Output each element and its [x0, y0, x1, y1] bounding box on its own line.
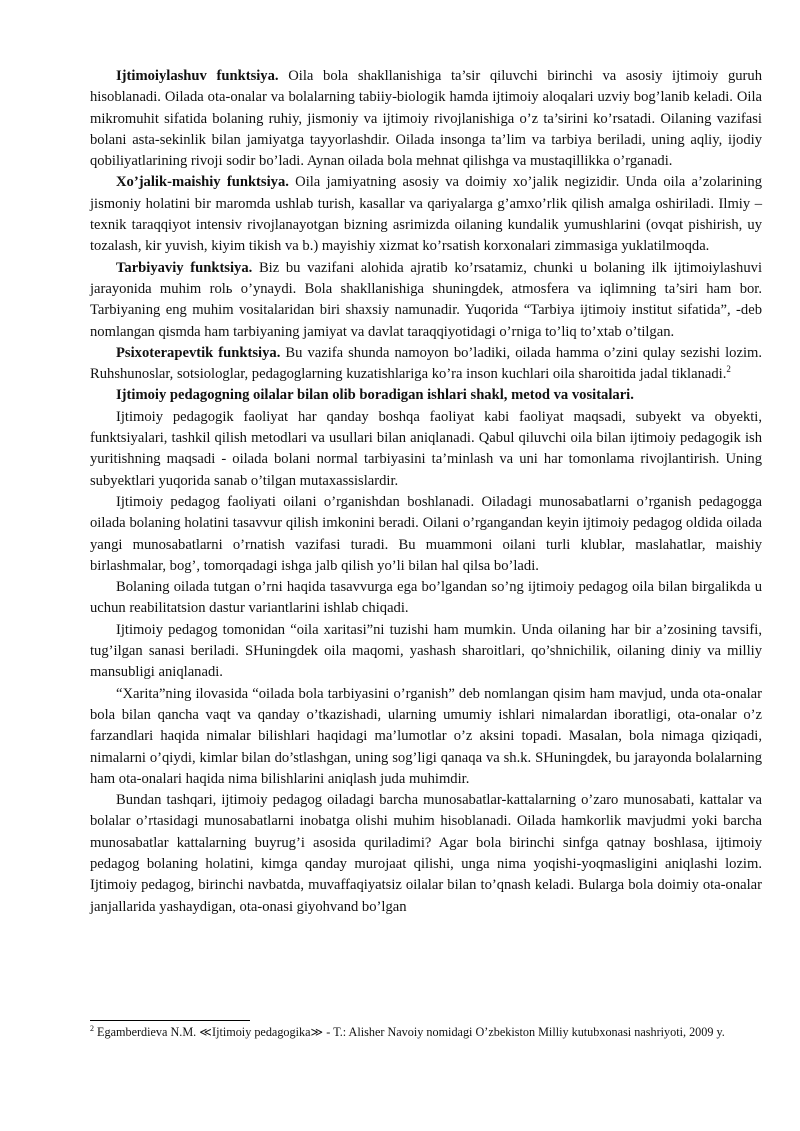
paragraph-socialization	[90, 66, 762, 172]
paragraph-household	[90, 172, 762, 257]
body-paragraph: “Xarita”ning ilovasida “oilada bola tarbiyasini o’rganish” deb nomlangan qisim ham mavjud, unda ota-onalar bola bilan qancha vaqt va qanday o’tkazishadi, ularning umumiy ishlari nimalardan iboratligi, ota-onalar o’z farzandlari haqida nimalar bilishlari haqidagi ma’lumotlar o’z aksini topadi. Masalan, bola nimaga qiziqadi, nimalarni o’qiydi, kimlar bilan do’stlashgan, uning sog’ligi qanaqa va sh.k. SHuningdek, bu jarayonda bolalarning ham ota-onalari haqida nima bilishlarini aniqlash juda muhimdir.	[90, 685, 762, 787]
footnote-reference[interactable]: 2	[726, 364, 731, 375]
paragraph-title: Xo’jalik-maishiy funktsiya.	[116, 174, 289, 191]
document-page	[90, 66, 762, 918]
footnote	[90, 1024, 762, 1041]
paragraph-text: Bu vazifa shunda namoyon bo’ladiki, oilada hamma o’zini qulay sezishi lozim. Ruhshunoslar, sotsiologlar, pedagoglarning kuzatishlariga ko’ra inson kuchlari oila sharoitida jadal tiklanadi.	[90, 344, 763, 383]
paragraph-text: Oila bola shakllanishiga ta’sir qiluvchi birinchi va asosiy ijtimoiy guruh hisoblanadi. Oilada ota-onalar va bolalarning tabiiy-biologik hamda ijtimoiy aloqalari uzviy bog’lanib keladi. Oila mikromuhit sifatida bolaning ruhiy, jismoniy va ijtimoiy rivojlanishiga o’z ta’sirini ko’rsatadi. Oilaning vazifasi bolani asta-sekinlik bilan jamiyatga tayyorlashdir. Oilada insonga ta’lim va tarbiya beriladi, uning aqliy, ijodiy qobiliyatlarining rivoji sodir bo’ladi. Aynan oilada bola mehnat qilishga va mustaqillikka o’rganadi.	[90, 68, 762, 170]
body-paragraph: Bundan tashqari, ijtimoiy pedagog oiladagi barcha munosabatlar-kattalarning o’zaro munosabati, kattalar va bolalar o’rtasidagi munosabatlarni inobatga olishi muhim hisoblanadi. Oilada hamkorlik mavjudmi yoki barcha munosabatlar kattalarning buyrug’i asosida quriladimi? Agar bola birinchi sinfga qatnay boshlasa, ijtimoiy pedagog bolaning holatini, kimga qanday murojaat qilishi, unga nima yoqishi-yoqmasligini aniqlashi lozim. Ijtimoiy pedagog, birinchi navbatda, muvaffaqiyatsiz oilalar bilan to’qnash keladi. Bularga bola doimiy ota-onalar janjallarida yashaydigan, ota-onasi giyohvand bo’lgan	[90, 792, 762, 915]
paragraph-educational	[90, 258, 762, 343]
section-heading: Ijtimoiy pedagogning oilalar bilan olib boradigan ishlari shakl, metod va vositalari.	[116, 387, 634, 404]
paragraph-text: Oila jamiyatning asosiy va doimiy xo’jalik negizidir. Unda oila a’zolarining jismoniy holatini bir maromda ushlab turish, kasallar va qariyalarga g’amxo’rlik qilish amalga oshiriladi. Ilmiy – texnik taraqqiyot intensiv rivojlanayotgan bizning asrimizda oilaning kundalik yumushlarini (ovqat pishirish, uy tozalash, kir yuvish, kiyim tikish va b.) mayishiy xizmat ko’rsatish korxonalari zimmasiga yuklatilmoqda.	[90, 174, 762, 255]
paragraph-title: Tarbiyaviy funktsiya.	[116, 259, 253, 276]
paragraph-title: Psixoterapevtik funktsiya.	[116, 344, 281, 361]
body-paragraph: Bolaning oilada tutgan o’rni haqida tasavvurga ega bo’lgandan so’ng ijtimoiy pedagog oila bilan birgalikda u uchun reabilitatsion dastur variantlarini ishlab chiqadi.	[90, 579, 762, 617]
body-paragraph: Ijtimoiy pedagog tomonidan “oila xaritasi”ni tuzishi ham mumkin. Unda oilaning har bir a’zosining tavsifi, tug’ilgan sanasi beriladi. SHuningdek oila maqomi, yashash sharoitlari, qo’shnichilik, oilaning diniy va milliy mansubligi aniqlanadi.	[90, 621, 762, 681]
footnote-text: Egamberdieva N.M. ≪Ijtimoiy pedagogika≫ - T.: Alisher Navoiy nomidagi O’zbekiston Milliy kutubxonasi nashriyoti, 2009 y.	[94, 1025, 725, 1039]
paragraph-title: Ijtimoiylashuv funktsiya.	[116, 68, 279, 84]
paragraph-psychotherapeutic	[90, 343, 762, 386]
footnote-divider	[90, 1020, 250, 1021]
body-paragraph: Ijtimoiy pedagogik faoliyat har qanday boshqa faoliyat kabi faoliyat maqsadi, subyekt va obyekti, funktsiyalari, tashkil qilish metodlari va usullari bilan aniqlanadi. Qabul qiluvchi oila bilan ijtimoiy pedagogik ish yuritishning maqsadi - oilada bolani normal tarbiyasini ta’minlash va uni har tomonlama rivojlantirish. Uning subyektlari yuqorida sanab o’tilgan mutaxassislardir.	[90, 408, 762, 489]
paragraph-text: Biz bu vazifani alohida ajratib ko’rsatamiz, chunki u bolaning ilk ijtimoiylashuvi jarayonida muhim rolь o’ynaydi. Bola shakllanishiga shuningdek, atmosfera va iqlimning ta’siri ham bor. Tarbiyaning eng muhim vositalaridan biri shaxsiy namunadir. Yuqorida “Tarbiya ijtimoiy institut sifatida”, -deb nomlangan qismda ham tarbiyaning jamiyat va davlat taraqqiyotidagi o’rniga to’liq to’xtab o’tilgan.	[90, 259, 763, 340]
footnote-mark: 2	[90, 1023, 94, 1033]
body-paragraph: Ijtimoiy pedagog faoliyati oilani o’rganishdan boshlanadi. Oiladagi munosabatlarni o’rganish pedagogga oilada bolaning holatini tasavvur qilish imkonini beradi. Oilani o’rgangandan keyin ijtimoiy pedagog oldida oilada yangi munosabatlarni o’rnatish vazifasi turadi. Bu muammoni oilani turli klublar, maslahatlar, maishiy birlashmalar, bog’, tomorqadagi ishga jalb qilish yo’li bilan hal qilsa bo’ladi.	[90, 493, 762, 574]
